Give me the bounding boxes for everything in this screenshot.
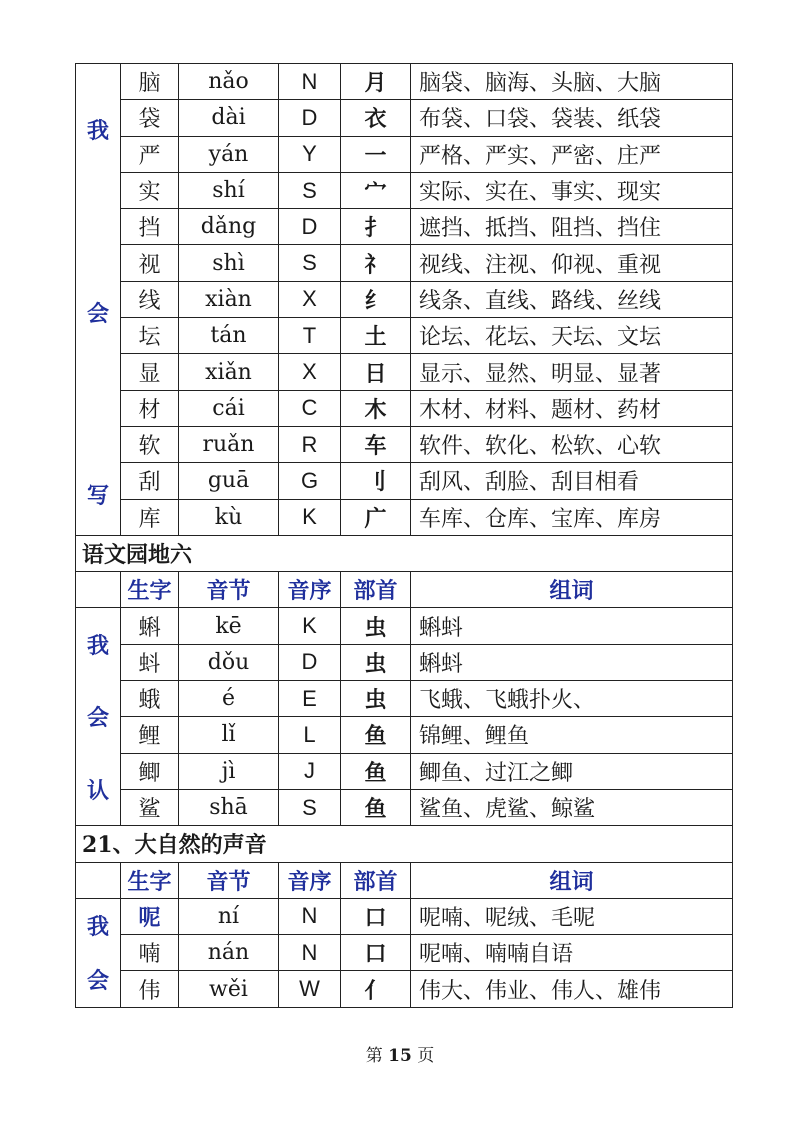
- radical-cell: 车: [341, 426, 411, 462]
- char-cell: 伟: [121, 971, 179, 1007]
- section-title-row: [76, 826, 733, 862]
- category-char: 会: [86, 301, 109, 327]
- table-row: [76, 64, 733, 100]
- table-row: [76, 426, 733, 462]
- pinyin-cell: wěi: [179, 971, 279, 1007]
- words-cell: 论坛、花坛、天坛、文坛: [411, 318, 733, 354]
- radical-cell: 口: [341, 935, 411, 971]
- words-cell: 软件、软化、松软、心软: [411, 426, 733, 462]
- words-cell: 蝌蚪: [411, 644, 733, 680]
- letter-cell: Y: [279, 136, 341, 172]
- footer-prefix: 第: [365, 1046, 383, 1066]
- table-row: [76, 209, 733, 245]
- pinyin-cell: dài: [179, 100, 279, 136]
- table-row: [76, 318, 733, 354]
- radical-cell: 虫: [341, 608, 411, 644]
- table-row: [76, 100, 733, 136]
- char-cell: 材: [121, 390, 179, 426]
- words-cell: 呢喃、呢绒、毛呢: [411, 898, 733, 934]
- char-cell: 蛾: [121, 681, 179, 717]
- words-cell: 车库、仓库、宝库、库房: [411, 499, 733, 535]
- words-cell: 布袋、口袋、袋装、纸袋: [411, 100, 733, 136]
- char-cell: 袋: [121, 100, 179, 136]
- letter-cell: R: [279, 426, 341, 462]
- category-label: [76, 898, 121, 1007]
- radical-cell: 虫: [341, 681, 411, 717]
- table-row: [76, 789, 733, 825]
- letter-cell: K: [279, 499, 341, 535]
- radical-cell: 口: [341, 898, 411, 934]
- char-cell: 库: [121, 499, 179, 535]
- header-char: 生字: [121, 862, 179, 898]
- category-char: 会: [86, 706, 109, 732]
- category-char: 认: [86, 778, 109, 804]
- pinyin-cell: dǒu: [179, 644, 279, 680]
- category-chars: [76, 608, 120, 825]
- pinyin-cell: kù: [179, 499, 279, 535]
- pinyin-cell: kē: [179, 608, 279, 644]
- char-cell: 挡: [121, 209, 179, 245]
- letter-cell: D: [279, 644, 341, 680]
- pinyin-cell: shí: [179, 172, 279, 208]
- table-row: [76, 644, 733, 680]
- radical-cell: 虫: [341, 644, 411, 680]
- radical-cell: 日: [341, 354, 411, 390]
- category-char: 我: [86, 915, 109, 941]
- table-row: [76, 935, 733, 971]
- category-label: [76, 608, 121, 826]
- radical-cell: 广: [341, 499, 411, 535]
- table-row: [76, 354, 733, 390]
- char-cell: 线: [121, 281, 179, 317]
- words-cell: 遮挡、抵挡、阻挡、挡住: [411, 209, 733, 245]
- radical-cell: 宀: [341, 172, 411, 208]
- radical-cell: 衣: [341, 100, 411, 136]
- letter-cell: L: [279, 717, 341, 753]
- pinyin-cell: shì: [179, 245, 279, 281]
- table-row: [76, 172, 733, 208]
- page-number: 15: [388, 1046, 412, 1066]
- letter-cell: S: [279, 172, 341, 208]
- letter-cell: T: [279, 318, 341, 354]
- table-row: [76, 971, 733, 1007]
- char-cell: 刮: [121, 463, 179, 499]
- letter-cell: N: [279, 898, 341, 934]
- pinyin-cell: xiàn: [179, 281, 279, 317]
- char-cell: 严: [121, 136, 179, 172]
- table-row: [76, 717, 733, 753]
- char-cell: 蝌: [121, 608, 179, 644]
- footer-suffix: 页: [417, 1046, 435, 1066]
- char-cell: 喃: [121, 935, 179, 971]
- radical-cell: 月: [341, 64, 411, 100]
- words-cell: 脑袋、脑海、头脑、大脑: [411, 64, 733, 100]
- radical-cell: 亻: [341, 971, 411, 1007]
- radical-cell: 土: [341, 318, 411, 354]
- section-title-row: [76, 535, 733, 571]
- pinyin-cell: nán: [179, 935, 279, 971]
- header-char: 生字: [121, 572, 179, 608]
- radical-cell: 一: [341, 136, 411, 172]
- category-char: 会: [86, 969, 109, 995]
- words-cell: 鲫鱼、过江之鲫: [411, 753, 733, 789]
- table-row: [76, 681, 733, 717]
- pinyin-cell: ní: [179, 898, 279, 934]
- letter-cell: X: [279, 281, 341, 317]
- table-row: [76, 898, 733, 934]
- radical-cell: 扌: [341, 209, 411, 245]
- char-cell: 鲨: [121, 789, 179, 825]
- header-words: 组词: [411, 572, 733, 608]
- radical-cell: 鱼: [341, 789, 411, 825]
- letter-cell: S: [279, 245, 341, 281]
- pinyin-cell: xiǎn: [179, 354, 279, 390]
- pinyin-cell: yán: [179, 136, 279, 172]
- pinyin-cell: cái: [179, 390, 279, 426]
- words-cell: 严格、严实、严密、庄严: [411, 136, 733, 172]
- pinyin-cell: tán: [179, 318, 279, 354]
- header-blank: [76, 862, 121, 898]
- table-row: [76, 499, 733, 535]
- header-letter: 音序: [279, 572, 341, 608]
- radical-cell: 鱼: [341, 753, 411, 789]
- table-row: [76, 753, 733, 789]
- page-footer: [0, 1041, 800, 1066]
- words-cell: 木材、材料、题材、药材: [411, 390, 733, 426]
- letter-cell: X: [279, 354, 341, 390]
- section-title: 21、大自然的声音: [76, 826, 733, 862]
- header-radical: 部首: [341, 572, 411, 608]
- header-letter: 音序: [279, 862, 341, 898]
- table-row: [76, 136, 733, 172]
- char-cell: 显: [121, 354, 179, 390]
- table-row: [76, 463, 733, 499]
- pinyin-cell: guā: [179, 463, 279, 499]
- char-cell: 蚪: [121, 644, 179, 680]
- pinyin-cell: ruǎn: [179, 426, 279, 462]
- section-title: 语文园地六: [76, 535, 733, 571]
- header-radical: 部首: [341, 862, 411, 898]
- header-pinyin: 音节: [179, 572, 279, 608]
- words-cell: 锦鲤、鲤鱼: [411, 717, 733, 753]
- char-cell: 鲤: [121, 717, 179, 753]
- pinyin-cell: é: [179, 681, 279, 717]
- words-cell: 显示、显然、明显、显著: [411, 354, 733, 390]
- letter-cell: E: [279, 681, 341, 717]
- words-cell: 伟大、伟业、伟人、雄伟: [411, 971, 733, 1007]
- pinyin-cell: nǎo: [179, 64, 279, 100]
- char-cell: 坛: [121, 318, 179, 354]
- radical-cell: 刂: [341, 463, 411, 499]
- header-blank: [76, 572, 121, 608]
- table-row: [76, 608, 733, 644]
- category-char: 写: [86, 484, 109, 510]
- letter-cell: D: [279, 209, 341, 245]
- char-cell: 软: [121, 426, 179, 462]
- char-cell: 呢: [121, 898, 179, 934]
- header-pinyin: 音节: [179, 862, 279, 898]
- letter-cell: N: [279, 935, 341, 971]
- words-cell: 实际、实在、事实、现实: [411, 172, 733, 208]
- words-cell: 鲨鱼、虎鲨、鲸鲨: [411, 789, 733, 825]
- radical-cell: 礻: [341, 245, 411, 281]
- radical-cell: 木: [341, 390, 411, 426]
- radical-cell: 纟: [341, 281, 411, 317]
- letter-cell: S: [279, 789, 341, 825]
- table-row: [76, 390, 733, 426]
- words-cell: 飞蛾、飞蛾扑火、: [411, 681, 733, 717]
- pinyin-cell: dǎng: [179, 209, 279, 245]
- letter-cell: W: [279, 971, 341, 1007]
- words-cell: 呢喃、喃喃自语: [411, 935, 733, 971]
- header-row: [76, 862, 733, 898]
- category-chars: [76, 899, 120, 1007]
- category-chars: [76, 64, 120, 534]
- words-cell: 蝌蚪: [411, 608, 733, 644]
- words-cell: 线条、直线、路线、丝线: [411, 281, 733, 317]
- category-label: [76, 64, 121, 536]
- letter-cell: D: [279, 100, 341, 136]
- letter-cell: J: [279, 753, 341, 789]
- category-char: 我: [86, 634, 109, 660]
- letter-cell: C: [279, 390, 341, 426]
- character-table: [75, 63, 733, 1008]
- words-cell: 视线、注视、仰视、重视: [411, 245, 733, 281]
- header-words: 组词: [411, 862, 733, 898]
- table-row: [76, 245, 733, 281]
- letter-cell: G: [279, 463, 341, 499]
- char-cell: 鲫: [121, 753, 179, 789]
- header-row: [76, 572, 733, 608]
- char-cell: 脑: [121, 64, 179, 100]
- char-cell: 实: [121, 172, 179, 208]
- words-cell: 刮风、刮脸、刮目相看: [411, 463, 733, 499]
- letter-cell: K: [279, 608, 341, 644]
- pinyin-cell: shā: [179, 789, 279, 825]
- table-row: [76, 281, 733, 317]
- char-cell: 视: [121, 245, 179, 281]
- letter-cell: N: [279, 64, 341, 100]
- category-char: 我: [86, 119, 109, 145]
- radical-cell: 鱼: [341, 717, 411, 753]
- pinyin-cell: lǐ: [179, 717, 279, 753]
- pinyin-cell: jì: [179, 753, 279, 789]
